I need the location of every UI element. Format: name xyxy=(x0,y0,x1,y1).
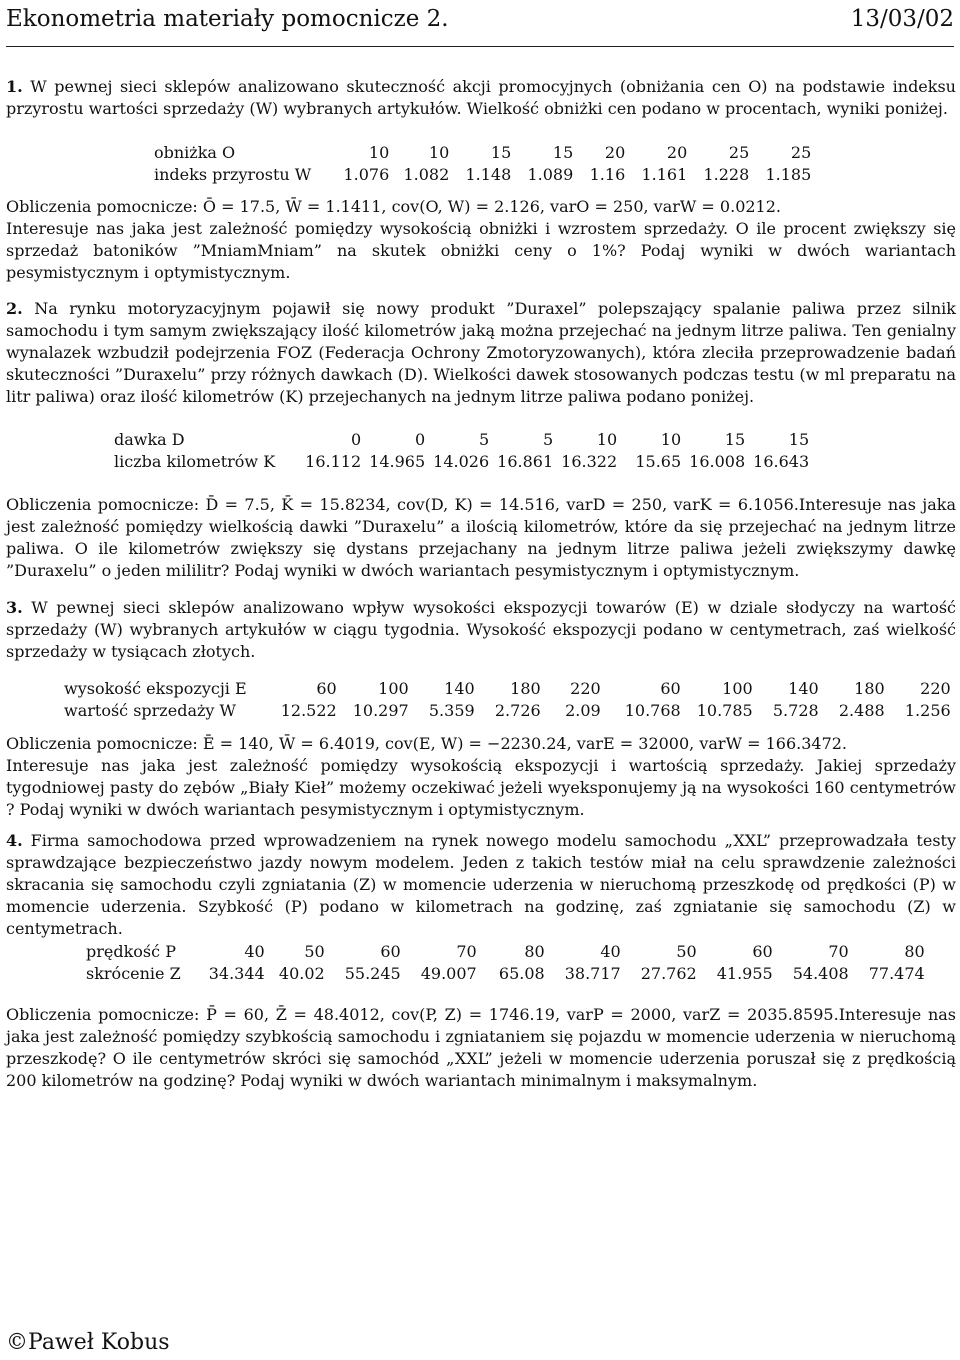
problem-2-table xyxy=(114,428,809,472)
table-cell: 180 xyxy=(510,678,541,698)
row-label: obniżka O xyxy=(154,142,236,162)
table-cell: 140 xyxy=(444,678,475,698)
table-cell: 38.717 xyxy=(564,963,621,983)
table-row xyxy=(86,940,925,962)
helper-calculations: Obliczenia pomocnicze: Ē = 140, W̄ = 6.4019, cov(E, W) = −2230.24, varE = 32000, varW = 166.3472. xyxy=(6,734,848,753)
problem-1-intro xyxy=(6,76,956,120)
problem-2-intro xyxy=(6,298,956,408)
table-cell: 1.16 xyxy=(589,164,626,184)
table-cell: 10 xyxy=(596,429,618,449)
table-cell: 16.112 xyxy=(305,451,362,471)
problem-question: Interesuje nas jaka jest zależność pomiędzy wysokością obniżki i wzrostem sprzedaży. O ile procent zwiększy się sprzedaż batoników ”MniamMniam” na skutek obniżki ceny o 1%? Podaj wyniki w dwóch wariantach pesymistycznym i optymistycznym. xyxy=(6,219,956,282)
table-cell: 2.488 xyxy=(838,700,885,720)
table-row xyxy=(154,141,811,163)
problem-1-table xyxy=(154,141,811,185)
row-label: skrócenie Z xyxy=(86,963,181,983)
table-cell: 40 xyxy=(244,941,265,961)
helper-calculations: Obliczenia pomocnicze: D̄ = 7.5, K̄ = 15.8234, cov(D, K) = 14.516, varD = 250, varK = 6.1056. xyxy=(6,495,799,514)
row-label: dawka D xyxy=(114,429,185,449)
row-label: wartość sprzedaży W xyxy=(64,700,236,720)
table-cell: 5.728 xyxy=(772,700,819,720)
table-cell: 14.026 xyxy=(433,451,490,471)
table-cell: 15 xyxy=(788,429,810,449)
table-cell: 27.762 xyxy=(640,963,697,983)
table-cell: 49.007 xyxy=(420,963,477,983)
table-cell: 100 xyxy=(722,678,753,698)
table-cell: 77.474 xyxy=(868,963,925,983)
table-cell: 20 xyxy=(604,142,626,162)
table-cell: 70 xyxy=(828,941,849,961)
table-cell: 1.256 xyxy=(904,700,951,720)
table-cell: 15 xyxy=(552,142,574,162)
problem-question: Interesuje nas jaka jest zależność pomiędzy wysokością ekspozycji i wartością sprzedaży. Jakiej sprzedaży tygodniowej pasty do zębów „Biały Kieł” możemy oczekiwać jeżeli wyeksponujemy ją na wysokości 160 centymetrów ? Podaj wyniki w dwóch wariantach pesymistycznym i optymistycznym. xyxy=(6,756,956,819)
problem-1-helper-and-question xyxy=(6,196,956,284)
row-label: liczba kilometrów K xyxy=(114,451,276,471)
table-cell: 1.082 xyxy=(403,164,450,184)
problem-question: Interesuje nas jaka jest zależność pomiędzy wielkością dawki ”Duraxelu” a ilością kilometrów, które da się przejechać na jednym litrze paliwa. O ile kilometrów zwiększy się dystans przejachany na jednym litrze paliwa jeżeli zwiększymy dawkę ”Duraxelu” o jeden mililitr? Podaj wyniki w dwóch wariantach pesymistycznym i optymistycznym. xyxy=(6,495,957,580)
page-header xyxy=(6,6,954,47)
table-row xyxy=(114,428,809,450)
table-cell: 80 xyxy=(524,941,545,961)
table-cell: 1.076 xyxy=(343,164,390,184)
table-cell: 65.08 xyxy=(498,963,545,983)
table-cell: 50 xyxy=(304,941,325,961)
table-cell: 60 xyxy=(380,941,401,961)
problem-2-helper-and-question xyxy=(6,494,956,582)
table-cell: 15 xyxy=(724,429,746,449)
table-cell: 1.228 xyxy=(703,164,750,184)
helper-calculations: Obliczenia pomocnicze: P̄ = 60, Z̄ = 48.4012, cov(P, Z) = 1746.19, varP = 2000, varZ = 2035.8595. xyxy=(6,1005,839,1024)
table-cell: 140 xyxy=(788,678,819,698)
table-cell: 10.785 xyxy=(696,700,753,720)
table-cell: 10 xyxy=(428,142,450,162)
problem-number: 3. xyxy=(6,598,23,617)
table-cell: 55.245 xyxy=(344,963,401,983)
table-row xyxy=(64,677,951,699)
table-cell: 60 xyxy=(660,678,681,698)
table-cell: 40 xyxy=(600,941,621,961)
table-cell: 15.65 xyxy=(635,451,682,471)
table-cell: 5 xyxy=(478,429,490,449)
table-cell: 20 xyxy=(666,142,688,162)
document-date: 13/03/02 xyxy=(850,6,954,32)
copyright-footer: ©Paweł Kobus xyxy=(6,1330,170,1355)
table-cell: 220 xyxy=(920,678,951,698)
table-cell: 180 xyxy=(854,678,885,698)
table-cell: 0 xyxy=(414,429,426,449)
document-title: Ekonometria materiały pomocnicze 2. xyxy=(6,6,449,32)
table-cell: 15 xyxy=(490,142,512,162)
table-cell: 12.522 xyxy=(280,700,337,720)
problem-text: W pewnej sieci sklepów analizowano skuteczność akcji promocyjnych (obniżania cen O) na podstawie indeksu przyrostu wartości sprzedaży (W) wybranych artykułów. Wielkość obniżki cen podano w procentach, wyniki poniżej. xyxy=(6,77,956,118)
table-cell: 0 xyxy=(350,429,362,449)
table-cell: 60 xyxy=(316,678,337,698)
problem-3-table xyxy=(64,677,951,721)
helper-calculations: Obliczenia pomocnicze: Ō = 17.5, W̄ = 1.1411, cov(O, W) = 2.126, varO = 250, varW = 0.0212. xyxy=(6,197,781,216)
table-row xyxy=(86,962,925,984)
problem-4-helper-and-question xyxy=(6,1004,956,1092)
problem-number: 4. xyxy=(6,831,23,850)
table-cell: 34.344 xyxy=(208,963,265,983)
problem-number: 2. xyxy=(6,299,23,318)
table-cell: 2.726 xyxy=(494,700,541,720)
row-label: indeks przyrostu W xyxy=(154,164,312,184)
table-cell: 40.02 xyxy=(278,963,325,983)
table-cell: 14.965 xyxy=(369,451,426,471)
table-cell: 16.643 xyxy=(753,451,810,471)
table-cell: 80 xyxy=(904,941,925,961)
problem-4-table xyxy=(86,940,925,984)
table-cell: 10.768 xyxy=(624,700,681,720)
table-cell: 25 xyxy=(790,142,812,162)
table-cell: 1.185 xyxy=(765,164,812,184)
problem-3-helper-and-question xyxy=(6,733,956,821)
table-cell: 100 xyxy=(378,678,409,698)
table-cell: 16.008 xyxy=(689,451,746,471)
table-row xyxy=(64,699,951,721)
table-cell: 10 xyxy=(368,142,390,162)
problem-4-intro xyxy=(6,830,956,940)
table-row xyxy=(154,163,811,185)
table-cell: 70 xyxy=(456,941,477,961)
table-cell: 5 xyxy=(542,429,554,449)
table-cell: 2.09 xyxy=(565,700,601,720)
row-label: wysokość ekspozycji E xyxy=(64,678,247,698)
table-cell: 60 xyxy=(752,941,773,961)
table-cell: 1.148 xyxy=(465,164,512,184)
table-cell: 16.322 xyxy=(561,451,618,471)
problem-question: Interesuje nas jaka jest zależność pomiędzy szybkością samochodu i zgniataniem się pojazdu w momencie uderzenia w nieruchomą przeszkodę? O ile centymetrów skróci się samochód „XXL” jeżeli w momencie uderzenia poruszał się z prędkością 200 kilometrów na godzinę? Podaj wyniki w dwóch wariantach minimalnym i maksymalnym. xyxy=(6,1005,957,1090)
table-cell: 50 xyxy=(676,941,697,961)
problem-3-intro xyxy=(6,597,956,663)
table-cell: 10.297 xyxy=(352,700,409,720)
problem-text: W pewnej sieci sklepów analizowano wpływ wysokości ekspozycji towarów (E) w dziale słodyczy na wartość sprzedaży (W) wybranych artykułów w ciągu tygodnia. Wysokość ekspozycji podano w centymetrach, zaś wielkość sprzedaży w tysiącach złotych. xyxy=(6,598,956,661)
table-cell: 41.955 xyxy=(716,963,773,983)
table-cell: 10 xyxy=(660,429,682,449)
table-cell: 1.089 xyxy=(527,164,574,184)
table-cell: 54.408 xyxy=(792,963,849,983)
problem-number: 1. xyxy=(6,77,23,96)
table-cell: 25 xyxy=(728,142,750,162)
table-cell: 5.359 xyxy=(428,700,475,720)
table-cell: 220 xyxy=(570,678,601,698)
row-label: prędkość P xyxy=(86,941,176,961)
problem-text: Na rynku motoryzacyjnym pojawił się nowy produkt ”Duraxel” polepszający spalanie paliwa przez silnik samochodu i tym samym zwiększający ilość kilometrów jaką można przejechać na jednym litrze paliwa. Ten genialny wynalazek wzbudził podejrzenia FOZ (Federacja Ochrony Zmotoryzowanych), która zleciła przeprowadzenie badań skuteczności ”Duraxelu” przy różnych dawkach (D). Wielkości dawek stosowanych podczas testu (w ml preparatu na litr paliwa) oraz ilość kilometrów (K) przejechanych na jednym litrze paliwa podano poniżej. xyxy=(6,299,956,406)
table-cell: 16.861 xyxy=(497,451,554,471)
problem-text: Firma samochodowa przed wprowadzeniem na rynek nowego modelu samochodu „XXL” przeprowadzała testy sprawdzające bezpieczeństwo jazdy nowym modelem. Jeden z takich testów miał na celu sprawdzenie zależności skracania się samochodu czyli zgniatania (Z) w momencie uderzenia w nieruchomą przeszkodę od prędkości (P) w momencie uderzenia. Szybkość (P) podano w kilometrach na godzinę, zaś zgniatanie się samochodu (Z) w centymetrach. xyxy=(6,831,956,938)
table-row xyxy=(114,450,809,472)
table-cell: 1.161 xyxy=(641,164,688,184)
